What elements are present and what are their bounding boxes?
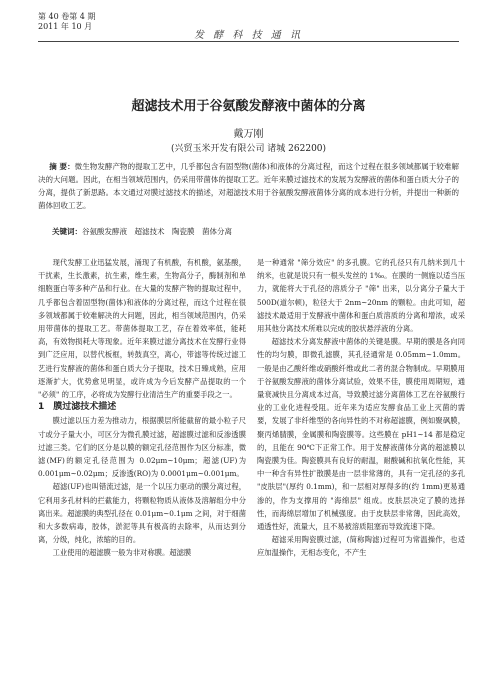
section-heading: 1 膜过滤技术描述 — [38, 402, 117, 413]
abstract-label: 摘 要： — [49, 162, 75, 171]
abstract-text: 微生物发酵产物的提取工艺中，几乎都包含有固型物(菌体)和液体的分离过程，而这个过程在很多领域都属于较难解决的大问题。因此，在相当领域范围内，仍采用带菌体的提取工艺。近年来膜过滤技术的发展为发酵液的菌体和蛋白质大分子的分离，提供了新思路。本文通过对膜过滤技术的描述，对超滤技术用于谷氨酸发酵液菌体分离的成本进行分析，并提出一种新的菌体回收工艺。 — [38, 162, 459, 210]
body-paragraph: 工业使用的超滤膜一般为非对称膜。超滤膜 — [52, 548, 192, 558]
left-column — [38, 256, 246, 676]
body-paragraph: 是一种通常 "筛分效应" 的多孔膜。它的孔径只有几纳米到几十纳米，也就是说只有一根头发丝的 1‰。在膜的一侧施以适当压力，就能将大于孔径的溶质分子 "筛" 出来，以分离分子量大于 500D(道尔顿)，粒径大于 2nm~20nm 的颗粒。由此可知，超滤技术最适用于发酵液中菌体和蛋白质溶质的分离和增浓，或采用其他分离技术所难以完成的胶状悬浮液的分离。 — [257, 258, 465, 334]
keywords — [52, 226, 232, 237]
author-name: 戴万刚 — [233, 129, 264, 140]
body-paragraph: 现代发酵工业迅猛发展，涌现了有机酸，有机酸，氨基酸，干扰素，生长激素，抗生素，维生素，生物高分子，酶制剂和单细胞蛋白等多种产品和行业。在大量的发酵产物的提取过程中，几乎都包含着固型物(菌体)和液体的分离过程，而这个过程在很多领域都属于较难解决的大问题，因此，相当领域范围内，仍采用带菌体的提取工艺。带菌体提取工艺，存在着效率低，能耗高，有效物损耗大等现象。近年来膜过滤分离技术在发酵行业得到广泛应用，以替代板框，转鼓真空，离心，带滤等传统过滤工艺进行发酵液的菌体和蛋白质大分子提取，技术日臻成熟，应用逐渐扩大，优势愈见明显，或许成为今后发酵产品提取的一个 "必须" 的工序，必将成为发酵行业清洁生产的重要手段之一。 — [38, 258, 246, 400]
body-paragraph: 膜过滤以压力差为推动力，根据膜层所能截留的最小粒子尺寸或分子量大小，可区分为微孔膜过滤，超滤膜过滤和反渗透膜过滤三类。它们的区分是以膜的额定孔径范围作为区分标准，微滤(MF)的额定孔径范围为 0.02μm~10μm；超滤(UF)为 0.001μm~0.02μm；反渗透(RO)为 0.0001μm~0.001μm。 — [38, 416, 246, 479]
volume-issue: 第 40 卷第 4 期 — [38, 12, 96, 21]
abstract — [38, 160, 459, 212]
right-column — [257, 256, 465, 676]
body-paragraph: 超滤(UF)也叫错流过滤，是一个以压力驱动的膜分离过程，它利用多孔材料的拦截能力，将颗粒物质从液体及溶解组分中分离出来。超滤膜的典型孔径在 0.01μm~0.1μm 之间，对于细菌和大多数病毒，胶体，淤泥等具有极高的去除率，从而达到分离，分级，纯化，浓缩的目的。 — [38, 482, 246, 545]
author-affiliation: (兴贸玉米开发有限公司 诸城 262200) — [170, 144, 327, 154]
journal-name: 发 酵 科 技 通 讯 — [194, 30, 303, 41]
header-rule — [38, 41, 459, 42]
keywords-text: 谷氨酸发酵液 超滤技术 陶瓷膜 菌体分离 — [82, 227, 232, 236]
body-paragraph: 超滤采用陶瓷膜过滤，(简称陶滤)过程可为常温操作，也适应加温操作，无相态变化，不产生 — [257, 535, 465, 558]
publication-date: 2011 年 10 月 — [38, 22, 93, 31]
keywords-label: 关键词： — [52, 227, 82, 236]
article-title: 超滤技术用于谷氨酸发酵液中菌体的分离 — [131, 99, 366, 114]
body-paragraph: 超滤技术分离发酵液中菌体的关键是膜。早期的膜是各向同性的均匀膜，即微孔滤膜，其孔径通常是 0.05mm~1.0mm。一般是由乙酸纤维或硝酸纤维或此二者的混合物制成。早期膜用于谷氨酸发酵液的菌体分离试验，效果不佳，膜使用周期短，通量衰减快且分离成本过高，导致膜过滤分离菌体工艺在谷氨酸行业的工业化进程受阻。近年来为适应发酵食品工业上灭菌的需要，发展了非纤维型的各向异性的不对称超滤膜，例如聚砜膜，聚丙烯腈膜，金属膜和陶瓷膜等。这些膜在 pH1~14 都是稳定的，且能在 90℃下正常工作。用于发酵液菌体分离的超滤膜以陶瓷膜为佳。陶瓷膜具有良好的耐温，耐酸碱和抗氧化性能，其中一种含有异性扩散膜是由一层非常薄的，具有一定孔径的多孔 "皮肤层"(厚约 0.1mm)，和一层相对厚得多的(约 1mm)更易通渗的，作为支撑用的 "海绵层" 组成。皮肤层决定了膜的选择性，而海绵层增加了机械强度。由于皮肤层非常薄，因此高效，通透性好，流量大，且不易被溶质阻塞而导致流速下降。 — [257, 337, 465, 532]
